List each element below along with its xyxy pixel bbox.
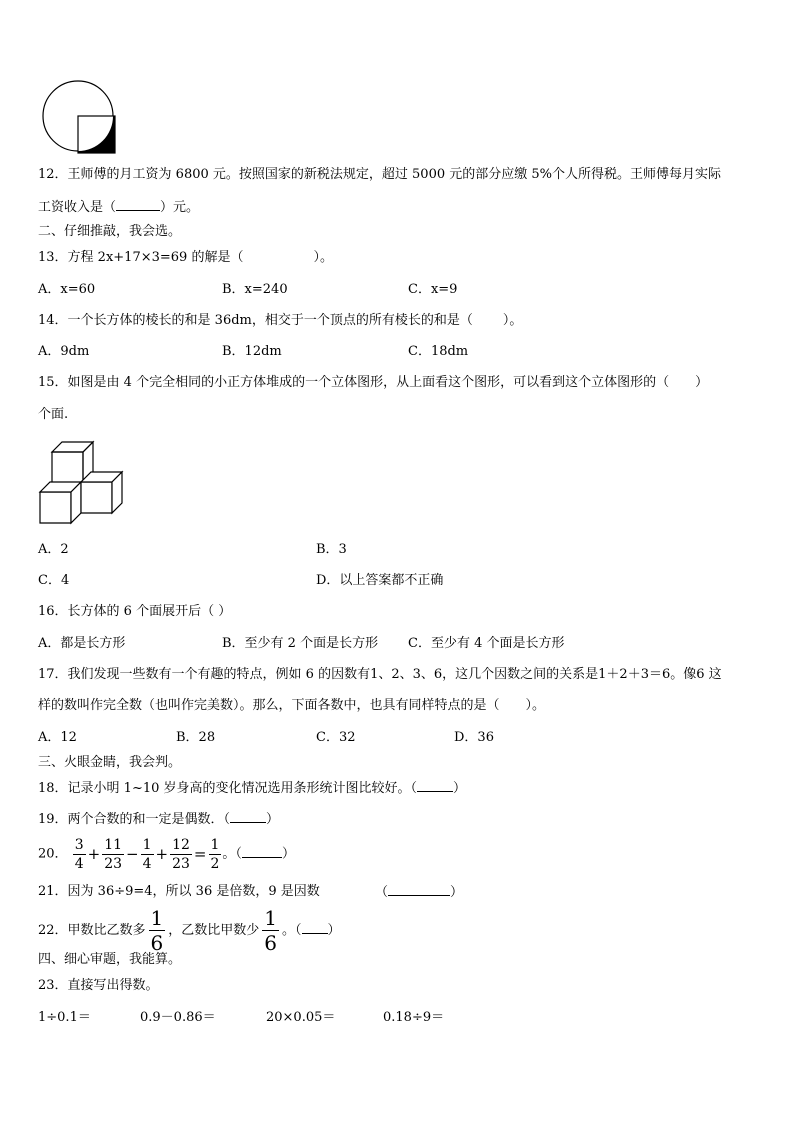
q21-answer-blank[interactable] — [388, 883, 450, 896]
q15-line2: 个面. — [38, 407, 69, 422]
q19-text: 19．两个合数的和一定是偶数．（ — [38, 812, 231, 827]
circle-figure — [40, 80, 120, 158]
q22-f1-numerator: 1 — [150, 906, 164, 930]
q20-answer-blank[interactable] — [242, 845, 282, 858]
q20-fraction-2 — [102, 838, 124, 871]
q20-f1-denominator: 4 — [74, 855, 84, 872]
q16-option-c[interactable]: C．至少有 4 个面是长方形 — [408, 636, 565, 651]
q18-answer-blank[interactable] — [417, 779, 453, 792]
q18-text: 18．记录小明 1~10 岁身高的变化情况选用条形统计图比较好。（ — [38, 781, 418, 796]
q13-option-b[interactable]: B．x=240 — [222, 282, 288, 297]
q20-f5-denominator: 2 — [210, 855, 220, 872]
cube-stack-figure — [38, 438, 128, 528]
q13-stem — [38, 249, 333, 267]
q15-line1 — [38, 374, 708, 392]
q17-line1: 17．我们发现一些数有一个有趣的特点，例如 6 的因数有1、2、3、6，这几个因数之间的关系是1＋2＋3＝6。像6 这 — [38, 667, 722, 682]
q18-text-end: ） — [453, 781, 467, 796]
q22-answer-blank[interactable] — [302, 921, 328, 934]
q17-option-c[interactable]: C．32 — [316, 730, 356, 745]
q13-option-a[interactable]: A．x=60 — [38, 282, 96, 297]
q22-text-a: 22．甲数比乙数多 — [38, 923, 146, 938]
q19-answer-blank[interactable] — [230, 810, 266, 823]
q14-stem — [38, 312, 522, 330]
q15-option-c[interactable]: C．4 — [38, 573, 70, 588]
q12-text-a: 工资收入是（ — [38, 200, 117, 215]
q22 — [38, 908, 341, 953]
q20-fraction-5 — [209, 838, 222, 871]
q20-f3-numerator: 1 — [142, 836, 152, 853]
q23-item-3[interactable]: 20×0.05＝ — [266, 1010, 336, 1025]
q20-label: 20． — [38, 846, 68, 862]
q12-line1: 12．王师傅的月工资为 6800 元。按照国家的新税法规定，超过 5000 元的部分应缴 5%个人所得税。王师傅每月实际 — [38, 167, 721, 182]
q14-option-c[interactable]: C．18dm — [408, 344, 469, 359]
q22-f2-denominator: 6 — [264, 931, 278, 955]
q14-text-a: 14．一个长方体的棱长的和是 36dm，相交于一个顶点的所有棱长的和是（ — [38, 313, 473, 328]
q21-open: （ — [375, 885, 389, 900]
q14-text-b: ）。 — [502, 313, 523, 328]
q22-text-b: ，乙数比甲数少 — [168, 923, 260, 938]
q22-f1-denominator: 6 — [150, 931, 164, 955]
q21 — [38, 883, 320, 901]
q16-option-b[interactable]: B．至少有 2 个面是长方形 — [222, 636, 379, 651]
q20-text-end-a: 。（ — [222, 846, 242, 862]
q15-option-b[interactable]: B．3 — [316, 542, 347, 557]
q20-op-4: = — [193, 845, 207, 863]
q21-text: 21．因为 36÷9=4，所以 36 是倍数，9 是因数 — [38, 884, 320, 899]
q22-fraction-1 — [149, 908, 166, 953]
section2-heading: 二、仔细推敲，我会选。 — [38, 224, 182, 239]
q20-fraction-3 — [141, 838, 154, 871]
q16-stem: 16．长方体的 6 个面展开后（ ） — [38, 604, 232, 619]
q20 — [38, 834, 295, 875]
q22-text-c: 。（ — [282, 923, 302, 938]
q20-op-1: + — [87, 845, 101, 863]
q15-text: 15．如图是由 4 个完全相同的小正方体堆成的一个立体图形，从上面看这个图形，可以看到这个立体图形的（ — [38, 375, 670, 390]
q20-text-end-b: ） — [281, 846, 295, 862]
section3-heading: 三、火眼金睛，我会判。 — [38, 755, 182, 770]
q13-text-b: ）。 — [313, 250, 333, 265]
q22-fraction-2 — [262, 908, 279, 953]
q14-option-a[interactable]: A．9dm — [38, 344, 90, 359]
q23-stem: 23．直接写出得数。 — [38, 978, 159, 993]
q21-answer — [375, 883, 463, 902]
q23-item-4[interactable]: 0.18÷9＝ — [383, 1010, 445, 1025]
q20-op-3: + — [155, 845, 169, 863]
q15-option-a[interactable]: A．2 — [38, 542, 69, 557]
q17-option-a[interactable]: A．12 — [38, 730, 77, 745]
q20-fraction-1 — [73, 838, 86, 871]
q17-option-b[interactable]: B．28 — [176, 730, 216, 745]
q21-close: ） — [450, 885, 464, 900]
q20-f2-denominator: 23 — [104, 855, 123, 872]
q17-text-b: ）。 — [525, 698, 546, 713]
q22-f2-numerator: 1 — [264, 906, 278, 930]
q13-option-c[interactable]: C．x=9 — [408, 282, 458, 297]
q20-f1-numerator: 3 — [74, 836, 84, 853]
q17-line2 — [38, 697, 545, 715]
q23-item-2[interactable]: 0.9－0.86＝ — [140, 1010, 216, 1025]
q12-answer-blank[interactable] — [116, 198, 160, 211]
q20-op-2: − — [126, 845, 139, 863]
q20-f3-denominator: 4 — [142, 855, 152, 872]
q17-text-a: 样的数叫作完全数（也叫作完美数）。那么，下面各数中，也具有同样特点的是（ — [38, 698, 500, 713]
q20-f4-numerator: 12 — [172, 836, 190, 853]
q12-text-b: ）元。 — [160, 200, 200, 215]
q20-f5-numerator: 1 — [210, 836, 220, 853]
q19-text-end: ） — [266, 812, 280, 827]
q20-fraction-4 — [170, 838, 192, 871]
q15-option-d[interactable]: D．以上答案都不正确 — [316, 573, 444, 588]
q20-f2-numerator: 11 — [104, 836, 123, 853]
q15-text-end: ） — [695, 375, 709, 390]
q14-option-b[interactable]: B．12dm — [222, 344, 282, 359]
q23-item-1[interactable]: 1÷0.1＝ — [38, 1010, 91, 1025]
q22-text-d: ） — [327, 923, 341, 938]
q17-option-d[interactable]: D．36 — [454, 730, 494, 745]
q18 — [38, 779, 466, 798]
q12-line2 — [38, 198, 199, 217]
q20-f4-denominator: 23 — [172, 855, 190, 872]
q16-option-a[interactable]: A．都是长方形 — [38, 636, 126, 651]
q19 — [38, 810, 279, 829]
section4-heading: 四、细心审题，我能算。 — [38, 952, 182, 967]
q13-text-a: 13．方程 2x+17×3=69 的解是（ — [38, 250, 244, 265]
